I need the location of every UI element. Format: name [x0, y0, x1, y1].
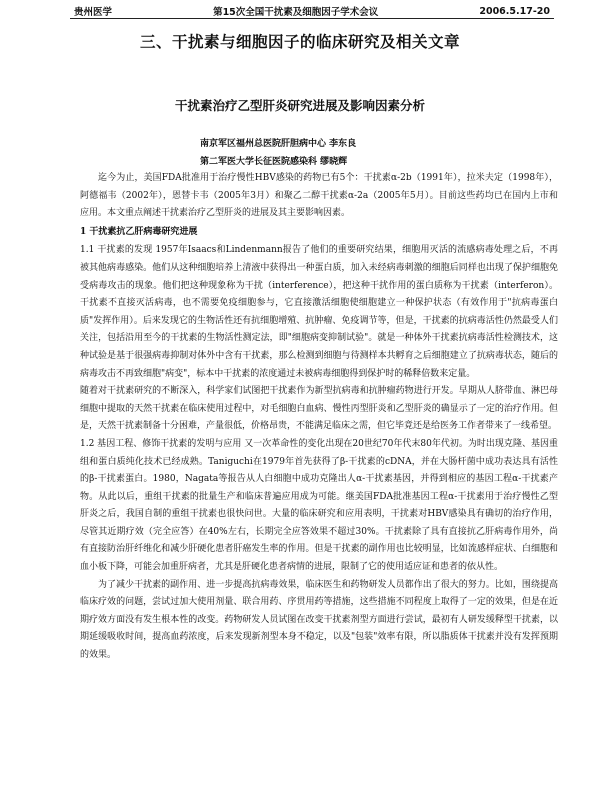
- author-affiliation-2: 第二军医大学长征医院感染科 缪晓辉: [200, 157, 348, 167]
- paragraph-natural-ifn: 随着对干扰素研究的不断深入，科学家们试图把干扰素作为新型抗病毒和抗肿瘤药物进行开发。早期从人脐带血、淋巴母细胞中提取的天然干扰素在临床使用过程中，对毛细胞白血病、慢性丙型肝炎和乙型肝炎的确显示了一定的治疗作用。但是，天然干扰素制备十分困难，产量很低，价格昂贵，不能满足临床之需，但它毕竟还是给医务工作者带来了一线希望。: [80, 386, 558, 432]
- header-journal: 贵州医学: [74, 7, 113, 18]
- author-affiliation-1: 南京军区福州总医院肝胆病中心 李东良: [200, 139, 357, 149]
- section-heading-1: 1 干扰素抗乙肝病毒研究进展: [80, 226, 198, 237]
- article-body: [80, 170, 558, 665]
- header-conference: 第15次全国干扰素及细胞因子学术会议: [213, 7, 379, 18]
- header-date: 2006.5.17-20: [479, 5, 550, 17]
- section-title: 三、干扰素与细胞因子的临床研究及相关文章: [139, 33, 460, 51]
- paragraph-recombinant: 1.2 基因工程、修饰干扰素的发明与应用 又一次革命性的变化出现在20世纪70年代末80年代初。为时出现克隆、基因重组和蛋白质纯化技术已经成熟。Taniguchi在1979年首先获得了β-干扰素的cDNA，并在大肠杆菌中成功表达具有活性的β-干扰素蛋白。1980，Nagata等报告从人白细胞中成功克隆出人α-干扰素基因，并得到相应的基因工程α-干扰素产物。从此以后，重组干扰素的批量生产和临床普遍应用成为可能。继美国FDA批准基因工程α-干扰素用于治疗慢性乙型肝炎之后，我国自制的重组干扰素也很快问世。大量的临床研究和应用表明，干扰素对HBV感染具有确切的治疗作用，尽管其近期疗效（完全应答）在40%左右，长期完全应答效果不超过30%。干扰素除了具有直接抗乙肝病毒作用外，尚有直接防治肝纤维化和减少肝硬化患者肝癌发生率的作用。但是干扰素的副作用也比较明显，比如流感样症状、白细胞和血小板下降，可能会加重肝病者，尤其是肝硬化患者病情的进展，限制了它的使用适应证和患者的依从性。: [80, 438, 558, 573]
- paragraph-improvements: 为了减少干扰素的副作用、进一步提高抗病毒效果，临床医生和药物研发人员都作出了很大的努力。比如，围绕提高临床疗效的问题，尝试过加大使用剂量、联合用药、序贯用药等措施，这些措施不同程度上取得了一定的效果，但是在近期疗效方面没有发生根本性的改变。药物研发人员试图在改变干扰素剂型方面进行尝试，最初有人研发缓释型干扰素，以期延缓吸收时间，提高血药浓度，后来发现新剂型本身不稳定，以及"包装"效率有限，所以脂质体干扰素并没有发挥预期的效果。: [80, 579, 558, 661]
- article-title: 干扰素治疗乙型肝炎研究进展及影响因素分析: [174, 98, 425, 113]
- header-rule: [70, 18, 554, 19]
- intro-paragraph: 迄今为止，美国FDA批准用于治疗慢性HBV感染的药物已有5个：干扰素α-2b（1991年），拉米夫定（1998年），阿德福韦（2002年），恩替卡韦（2005年3月）和聚乙二醇干扰素α-2a（2005年5月）。目前这些药均已在国内上市和应用。本文重点阐述干扰素治疗乙型肝炎的进展及其主要影响因素。: [80, 173, 558, 219]
- paragraph-discovery: 1.1 干扰素的发现 1957年Isaacs和Lindenmann报告了他们的重要研究结果，细胞用灭活的流感病毒处理之后，不再被其他病毒感染。他们从这种细胞培养上清液中获得出一种蛋白质，加入未经病毒刺激的细胞后同样也出现了保护细胞免受病毒攻击的现象。他们把这种现象称为干扰（interference），把这种干扰作用的蛋白质称为干扰素（interferon）。干扰素不直接灭活病毒，也不需要免疫细胞参与，它直接激活细胞使细胞建立一种保护状态（有效作用于"抗病毒蛋白质"发挥作用）。后来发现它的生物活性还有抗细胞增殖、抗肿瘤、免疫调节等，但是，干扰素的抗病毒活性仍然最受人们关注，包括沿用至今的干扰素的生物活性测定法，即"细胞病变抑制试验"。就是一种体外干扰素抗病毒活性检测技术，这种试验是基于很强病毒抑制对体外中含有干扰素，那么检测到细胞与待测样本共孵育之后细胞建立了抗病毒状态，随后的病毒攻击不再致细胞"病变"，标本中干扰素的浓度通过未被病毒细胞得到保护时的稀释倍数来定量。: [80, 245, 558, 379]
- running-header: [74, 3, 550, 19]
